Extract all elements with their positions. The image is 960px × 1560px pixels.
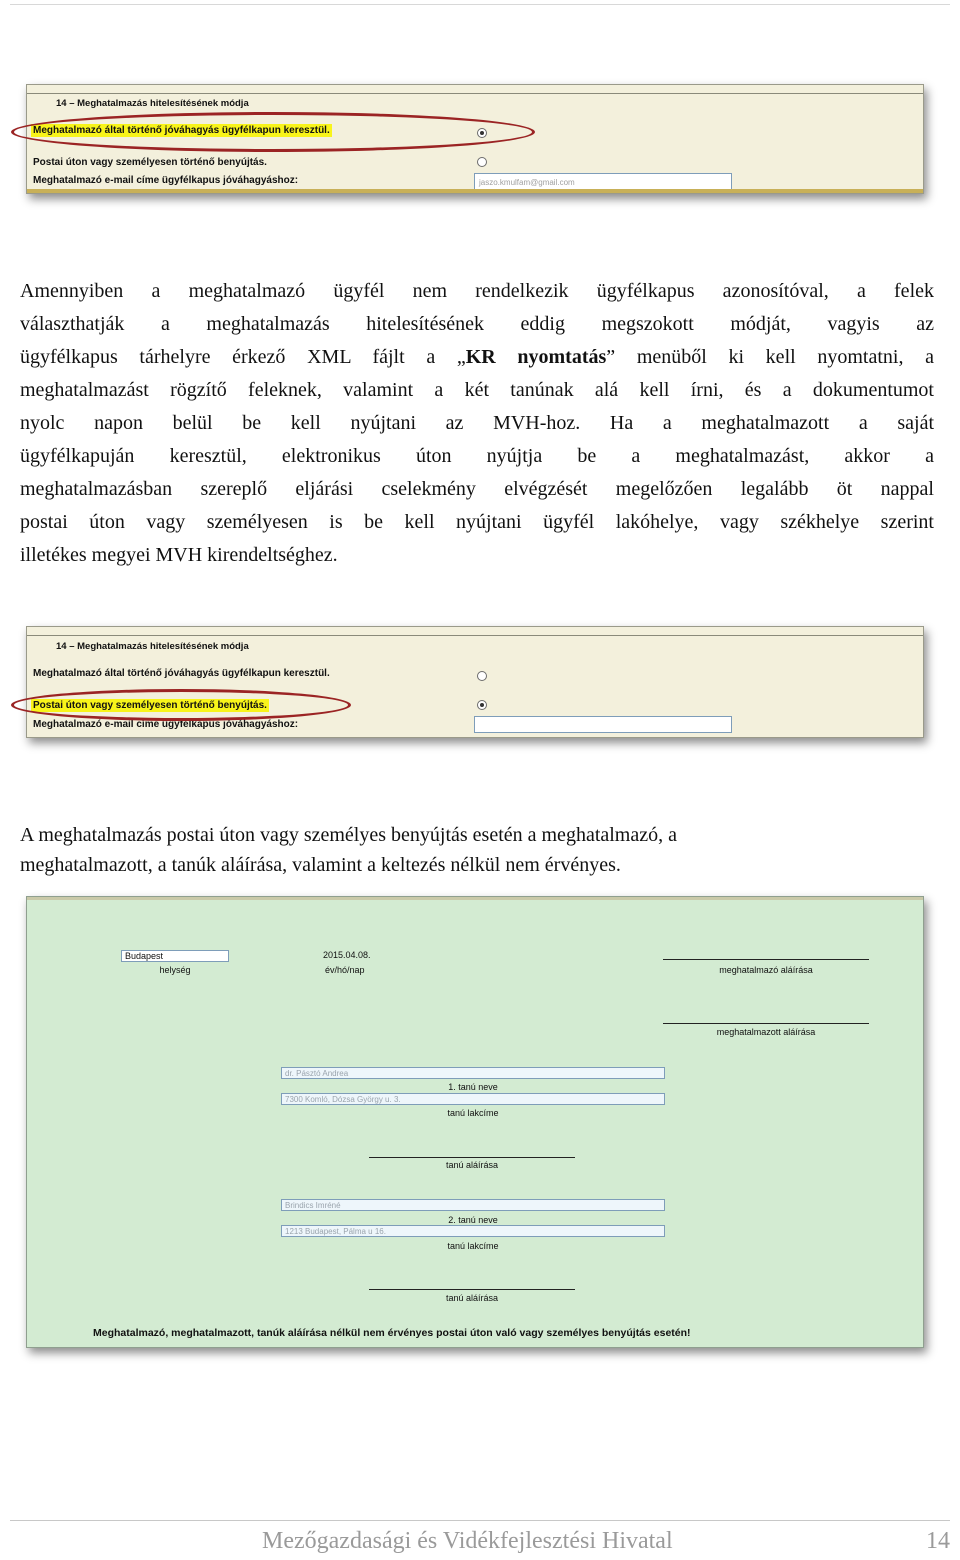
paragraph-line: illetékes megyei MVH kirendeltséghez. (20, 544, 338, 566)
principal-signature-label: meghatalmazó aláírása (719, 965, 813, 975)
witness2-signature-label: tanú aláírása (445, 1293, 499, 1303)
date-value: 2015.04.08. (323, 950, 371, 960)
radio-client-gate[interactable] (477, 128, 487, 138)
paragraph-line (20, 341, 934, 374)
validity-note (20, 820, 934, 880)
paragraph-line: meghatalmazást rögzítő feleknek, valamint a két tanúnak alá kell írni, és a dokumentumot (20, 379, 934, 401)
witness1-name-input[interactable]: dr. Pásztó Andrea (281, 1067, 665, 1079)
panel-bottom-bar (27, 189, 923, 193)
paragraph-line: postai úton vagy személyesen is be kell nyújtani ügyfél lakóhelye, vagy székhelye szerint (20, 511, 934, 533)
paragraph-line: meghatalmazásban szereplő eljárási cselekmény elvégzését megelőzően legalább öt nappal (20, 478, 934, 500)
option-label-postal: Postai úton vagy személyesen történő benyújtás. (33, 157, 267, 168)
witness2-name-label: 2. tanú neve (448, 1215, 498, 1225)
section-title: 14 – Meghatalmazás hitelesítésének módja (53, 98, 252, 109)
page-number: 14 (926, 1528, 950, 1554)
email-label: Meghatalmazó e-mail címe ügyfélkapus jóváhagyáshoz: (33, 719, 299, 730)
menu-name: KR nyomtatás (465, 346, 607, 368)
radio-client-gate[interactable] (477, 671, 487, 681)
section-title: 14 – Meghatalmazás hitelesítésének módja (53, 641, 252, 652)
line-text: ügyfélkapus tárhelyre érkező XML fájlt a „ (20, 346, 466, 368)
principal-signature-line (663, 959, 869, 960)
date-label: év/hó/nap (325, 965, 365, 975)
paragraph-line: nyolc napon belül be kell nyújtani az MVH-hoz. Ha a meghatalmazott a saját (20, 412, 934, 434)
agent-signature-label: meghatalmazott aláírása (716, 1027, 816, 1037)
paragraph-line: A meghatalmazás postai úton vagy személyes benyújtás esetén a meghatalmazó, a (20, 824, 677, 846)
option-label-postal: Postai úton vagy személyesen történő benyújtás. (33, 700, 267, 711)
option-label-client-gate: Meghatalmazó által történő jóváhagyás ügyfélkapun keresztül. (33, 668, 330, 679)
witness1-signature-line (369, 1157, 575, 1158)
email-label: Meghatalmazó e-mail címe ügyfélkapus jóváhagyáshoz: (33, 175, 299, 186)
witness2-address-label: tanú lakcíme (447, 1241, 499, 1251)
panel-top-bar (27, 897, 923, 900)
paragraph-line: választhatják a meghatalmazás hitelesítésének eddig megszokott módját, vagyis az (20, 313, 934, 335)
line-text: ” menüből ki kell nyomtatni, a (606, 346, 934, 368)
place-input[interactable]: Budapest (121, 950, 229, 962)
paragraph-line: Amennyiben a meghatalmazó ügyfél nem rendelkezik ügyfélkapus azonosítóval, a felek (20, 280, 934, 302)
signature-form-panel (26, 896, 924, 1348)
fieldset-border (27, 93, 923, 94)
footer-rule (10, 1520, 950, 1521)
fieldset-border (27, 635, 923, 636)
witness1-name-label: 1. tanú neve (448, 1082, 498, 1092)
auth-method-panel-1 (26, 84, 924, 194)
place-label: helység (159, 965, 191, 975)
witness2-signature-line (369, 1289, 575, 1290)
radio-postal[interactable] (477, 700, 487, 710)
witness1-address-input[interactable]: 7300 Komló, Dózsa György u. 3. (281, 1093, 665, 1105)
witness1-signature-label: tanú aláírása (445, 1160, 499, 1170)
agent-signature-line (663, 1023, 869, 1024)
validity-warning: Meghatalmazó, meghatalmazott, tanúk aláírása nélkül nem érvényes postai úton való vagy személyes benyújtás esetén! (93, 1327, 691, 1339)
top-rule (10, 4, 950, 5)
witness1-address-label: tanú lakcíme (447, 1108, 499, 1118)
radio-postal[interactable] (477, 157, 487, 167)
paragraph-line: meghatalmazott, a tanúk aláírása, valamint a keltezés nélkül nem érvényes. (20, 854, 621, 876)
paragraph-line: ügyfélkapuján keresztül, elektronikus úton nyújtja be a meghatalmazást, akkor a (20, 445, 934, 467)
option-label-client-gate: Meghatalmazó által történő jóváhagyás ügyfélkapun keresztül. (33, 125, 330, 136)
footer-organization: Mezőgazdasági és Vidékfejlesztési Hivatal (262, 1528, 673, 1554)
explanation-paragraph (20, 275, 934, 572)
auth-method-panel-2 (26, 626, 924, 738)
email-input[interactable]: jaszo.kmulfam@gmail.com (474, 173, 732, 190)
witness2-address-input[interactable]: 1213 Budapest, Pálma u 16. (281, 1225, 665, 1237)
witness2-name-input[interactable]: Brindics Imréné (281, 1199, 665, 1211)
email-input[interactable] (474, 716, 732, 733)
